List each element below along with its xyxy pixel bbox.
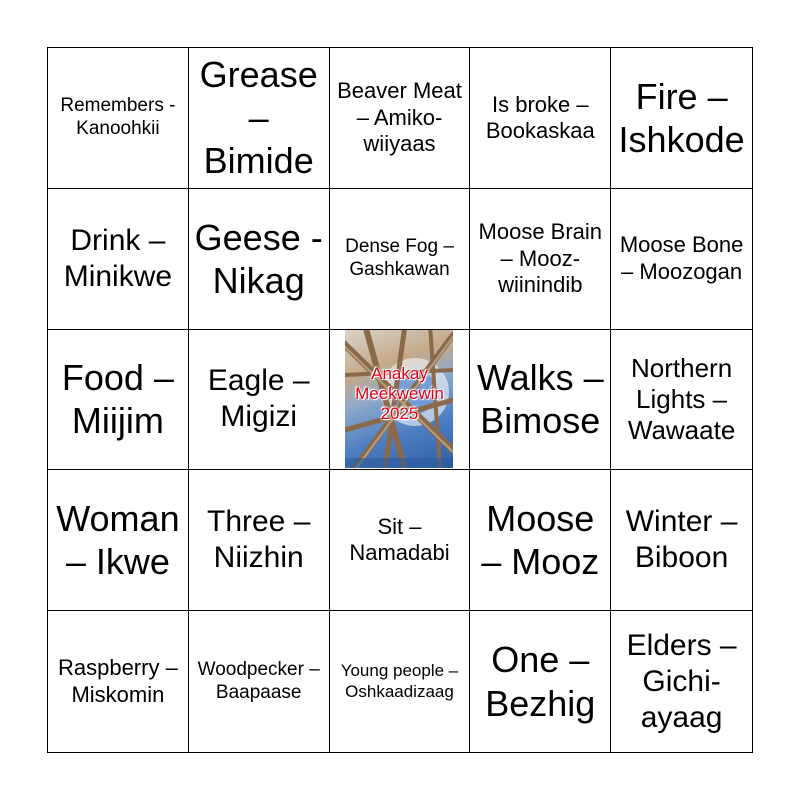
bingo-cell[interactable] xyxy=(189,48,330,189)
bingo-cell[interactable] xyxy=(470,611,611,752)
bingo-cell[interactable] xyxy=(611,330,752,471)
bingo-cell[interactable] xyxy=(611,611,752,752)
cell-label: Remembers - Kanoohkii xyxy=(60,95,176,139)
cell-label: Young people – Oshkaadizaag xyxy=(340,661,459,701)
bingo-cell[interactable] xyxy=(611,189,752,330)
bingo-cell[interactable] xyxy=(48,470,189,611)
cell-label: Three – Niizhin xyxy=(207,505,311,575)
free-space-line2: Meekwewin xyxy=(355,384,444,404)
bingo-cell[interactable] xyxy=(611,470,752,611)
cell-label: Moose Bone – Moozogan xyxy=(619,232,744,284)
free-space-cell[interactable] xyxy=(330,330,471,471)
free-space-line1: Anakay xyxy=(371,364,428,384)
cell-label: Woodpecker – Baapaase xyxy=(197,658,320,703)
bingo-cell[interactable] xyxy=(48,330,189,471)
cell-label: Dense Fog – Gashkawan xyxy=(345,235,454,280)
bingo-cell[interactable] xyxy=(470,48,611,189)
bingo-cell[interactable] xyxy=(189,330,330,471)
cell-label: Fire – Ishkode xyxy=(618,75,745,160)
bingo-cell[interactable] xyxy=(189,189,330,330)
bingo-cell[interactable] xyxy=(330,189,471,330)
bingo-board xyxy=(47,47,753,753)
cell-label: Northern Lights – Wawaate xyxy=(627,352,736,446)
cell-label: Walks – Bimose xyxy=(476,357,604,442)
bingo-cell[interactable] xyxy=(470,330,611,471)
cell-label: Beaver Meat – Amiko-wiiyaas xyxy=(337,78,462,157)
bingo-cell[interactable] xyxy=(470,189,611,330)
bingo-cell[interactable] xyxy=(470,470,611,611)
cell-label: Eagle – Migizi xyxy=(207,364,310,434)
free-space-year: 2025 xyxy=(380,403,419,423)
cell-label: Moose – Mooz xyxy=(481,498,600,583)
bingo-cell[interactable] xyxy=(189,470,330,611)
cell-label: Sit – Namadabi xyxy=(349,513,450,566)
free-space-title xyxy=(345,364,453,423)
bingo-cell[interactable] xyxy=(611,48,752,189)
bingo-cell[interactable] xyxy=(189,611,330,752)
bingo-cell[interactable] xyxy=(48,48,189,189)
bingo-cell[interactable] xyxy=(330,611,471,752)
free-space-image xyxy=(345,330,453,468)
cell-label: Grease – Bimide xyxy=(199,54,318,182)
cell-label: Elders – Gichi-ayaag xyxy=(626,628,737,734)
cell-label: Drink – Minikwe xyxy=(63,223,173,293)
bingo-cell[interactable] xyxy=(48,189,189,330)
bingo-cell[interactable] xyxy=(48,611,189,752)
cell-label: Geese - Nikag xyxy=(194,216,323,301)
cell-label: One – Bezhig xyxy=(485,639,596,724)
cell-label: Woman – Ikwe xyxy=(56,498,180,583)
bingo-cell[interactable] xyxy=(330,48,471,189)
cell-label: Raspberry – Miskomin xyxy=(57,655,178,707)
bingo-cell[interactable] xyxy=(330,470,471,611)
cell-label: Food – Miijim xyxy=(61,357,174,442)
cell-label: Winter – Biboon xyxy=(625,505,738,575)
cell-label: Moose Brain – Mooz-wiinindib xyxy=(478,219,603,297)
cell-label: Is broke – Bookaskaa xyxy=(485,91,595,143)
